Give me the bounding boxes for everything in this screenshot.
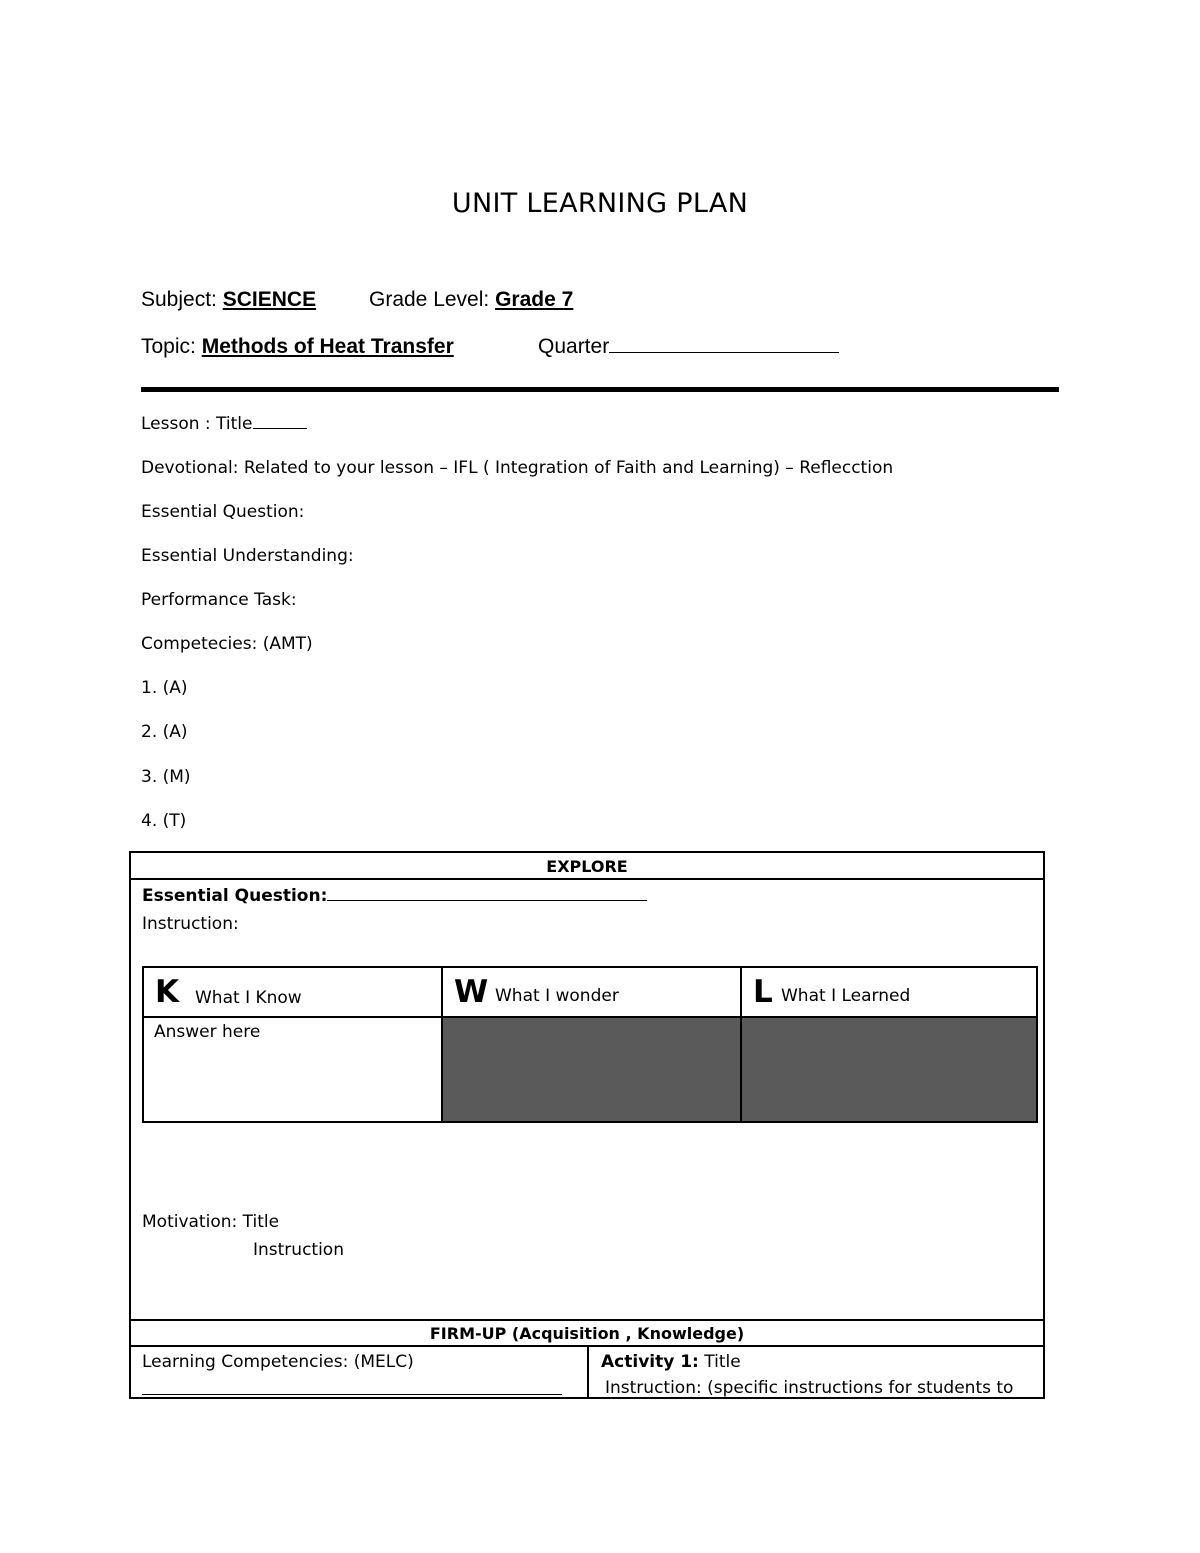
motivation-label: Motivation:	[142, 1212, 238, 1232]
quarter-blank[interactable]	[609, 352, 839, 353]
essential-understanding-line: Essential Understanding:	[141, 546, 354, 566]
kwl-letter-w: W	[454, 974, 489, 1010]
competency-3: 3. (M)	[141, 767, 191, 787]
activity-title: Title	[704, 1352, 741, 1372]
competency-2: 2. (A)	[141, 722, 188, 742]
competencies-line: Competecies: (AMT)	[141, 634, 313, 654]
firm-up-divider	[587, 1347, 589, 1397]
competency-1: 1. (A)	[141, 678, 188, 698]
kwl-chart	[142, 966, 1038, 1123]
motivation-instruction: Instruction	[253, 1240, 344, 1260]
motivation-title: Title	[242, 1212, 280, 1232]
explore-table	[129, 851, 1045, 1399]
grade-value: Grade 7	[495, 288, 574, 311]
topic-value: Methods of Heat Transfer	[201, 335, 454, 358]
explore-essential-question	[142, 886, 647, 906]
page-title: UNIT LEARNING PLAN	[451, 188, 749, 219]
kwl-body-k: Answer here	[154, 1022, 261, 1042]
activity-line	[601, 1352, 741, 1372]
topic-label: Topic:	[141, 335, 196, 358]
grade-line	[369, 288, 573, 312]
topic-line	[141, 335, 454, 359]
kwl-head-k	[144, 968, 441, 1018]
lesson-line	[141, 414, 307, 434]
activity-instruction: Instruction: (specific instructions for students to	[605, 1378, 1014, 1398]
explore-instruction: Instruction:	[142, 914, 239, 934]
kwl-letter-k: K	[155, 974, 180, 1010]
explore-eq-label: Essential Question:	[142, 886, 328, 906]
explore-eq-blank[interactable]	[327, 900, 647, 901]
kwl-label-w: What I wonder	[495, 986, 619, 1006]
kwl-label-k: What I Know	[195, 988, 302, 1008]
essential-question-line: Essential Question:	[141, 502, 305, 522]
kwl-letter-l: L	[753, 974, 773, 1010]
competency-4: 4. (T)	[141, 811, 187, 831]
quarter-label: Quarter	[538, 335, 610, 358]
activity-label: Activity 1:	[601, 1352, 699, 1372]
devotional-line: Devotional: Related to your lesson – IFL ( Integration of Faith and Learning) – Reflecction	[141, 458, 894, 478]
kwl-column-w	[443, 968, 740, 1121]
learning-competencies: Learning Competencies: (MELC)	[142, 1352, 414, 1372]
learning-competencies-blank[interactable]	[142, 1394, 562, 1395]
kwl-answer-k[interactable]	[144, 1018, 441, 1121]
kwl-label-l: What I Learned	[781, 986, 911, 1006]
kwl-answer-l	[742, 1018, 1036, 1121]
header-rule	[141, 387, 1059, 392]
quarter-line	[538, 335, 839, 359]
lesson-title-blank[interactable]	[253, 428, 307, 429]
kwl-head-l	[742, 968, 1036, 1018]
subject-label: Subject:	[141, 288, 217, 311]
kwl-head-w	[443, 968, 740, 1018]
firm-up-header: FIRM-UP (Acquisition , Knowledge)	[131, 1319, 1043, 1347]
subject-value: SCIENCE	[222, 288, 317, 311]
motivation-line	[142, 1212, 279, 1232]
grade-label: Grade Level:	[369, 288, 490, 311]
explore-header: EXPLORE	[131, 853, 1043, 880]
kwl-answer-w	[443, 1018, 740, 1121]
subject-line	[141, 288, 316, 312]
kwl-column-l	[742, 968, 1036, 1121]
lesson-label: Lesson : Title	[141, 414, 253, 434]
performance-task-line: Performance Task:	[141, 590, 297, 610]
kwl-column-k	[144, 968, 441, 1121]
